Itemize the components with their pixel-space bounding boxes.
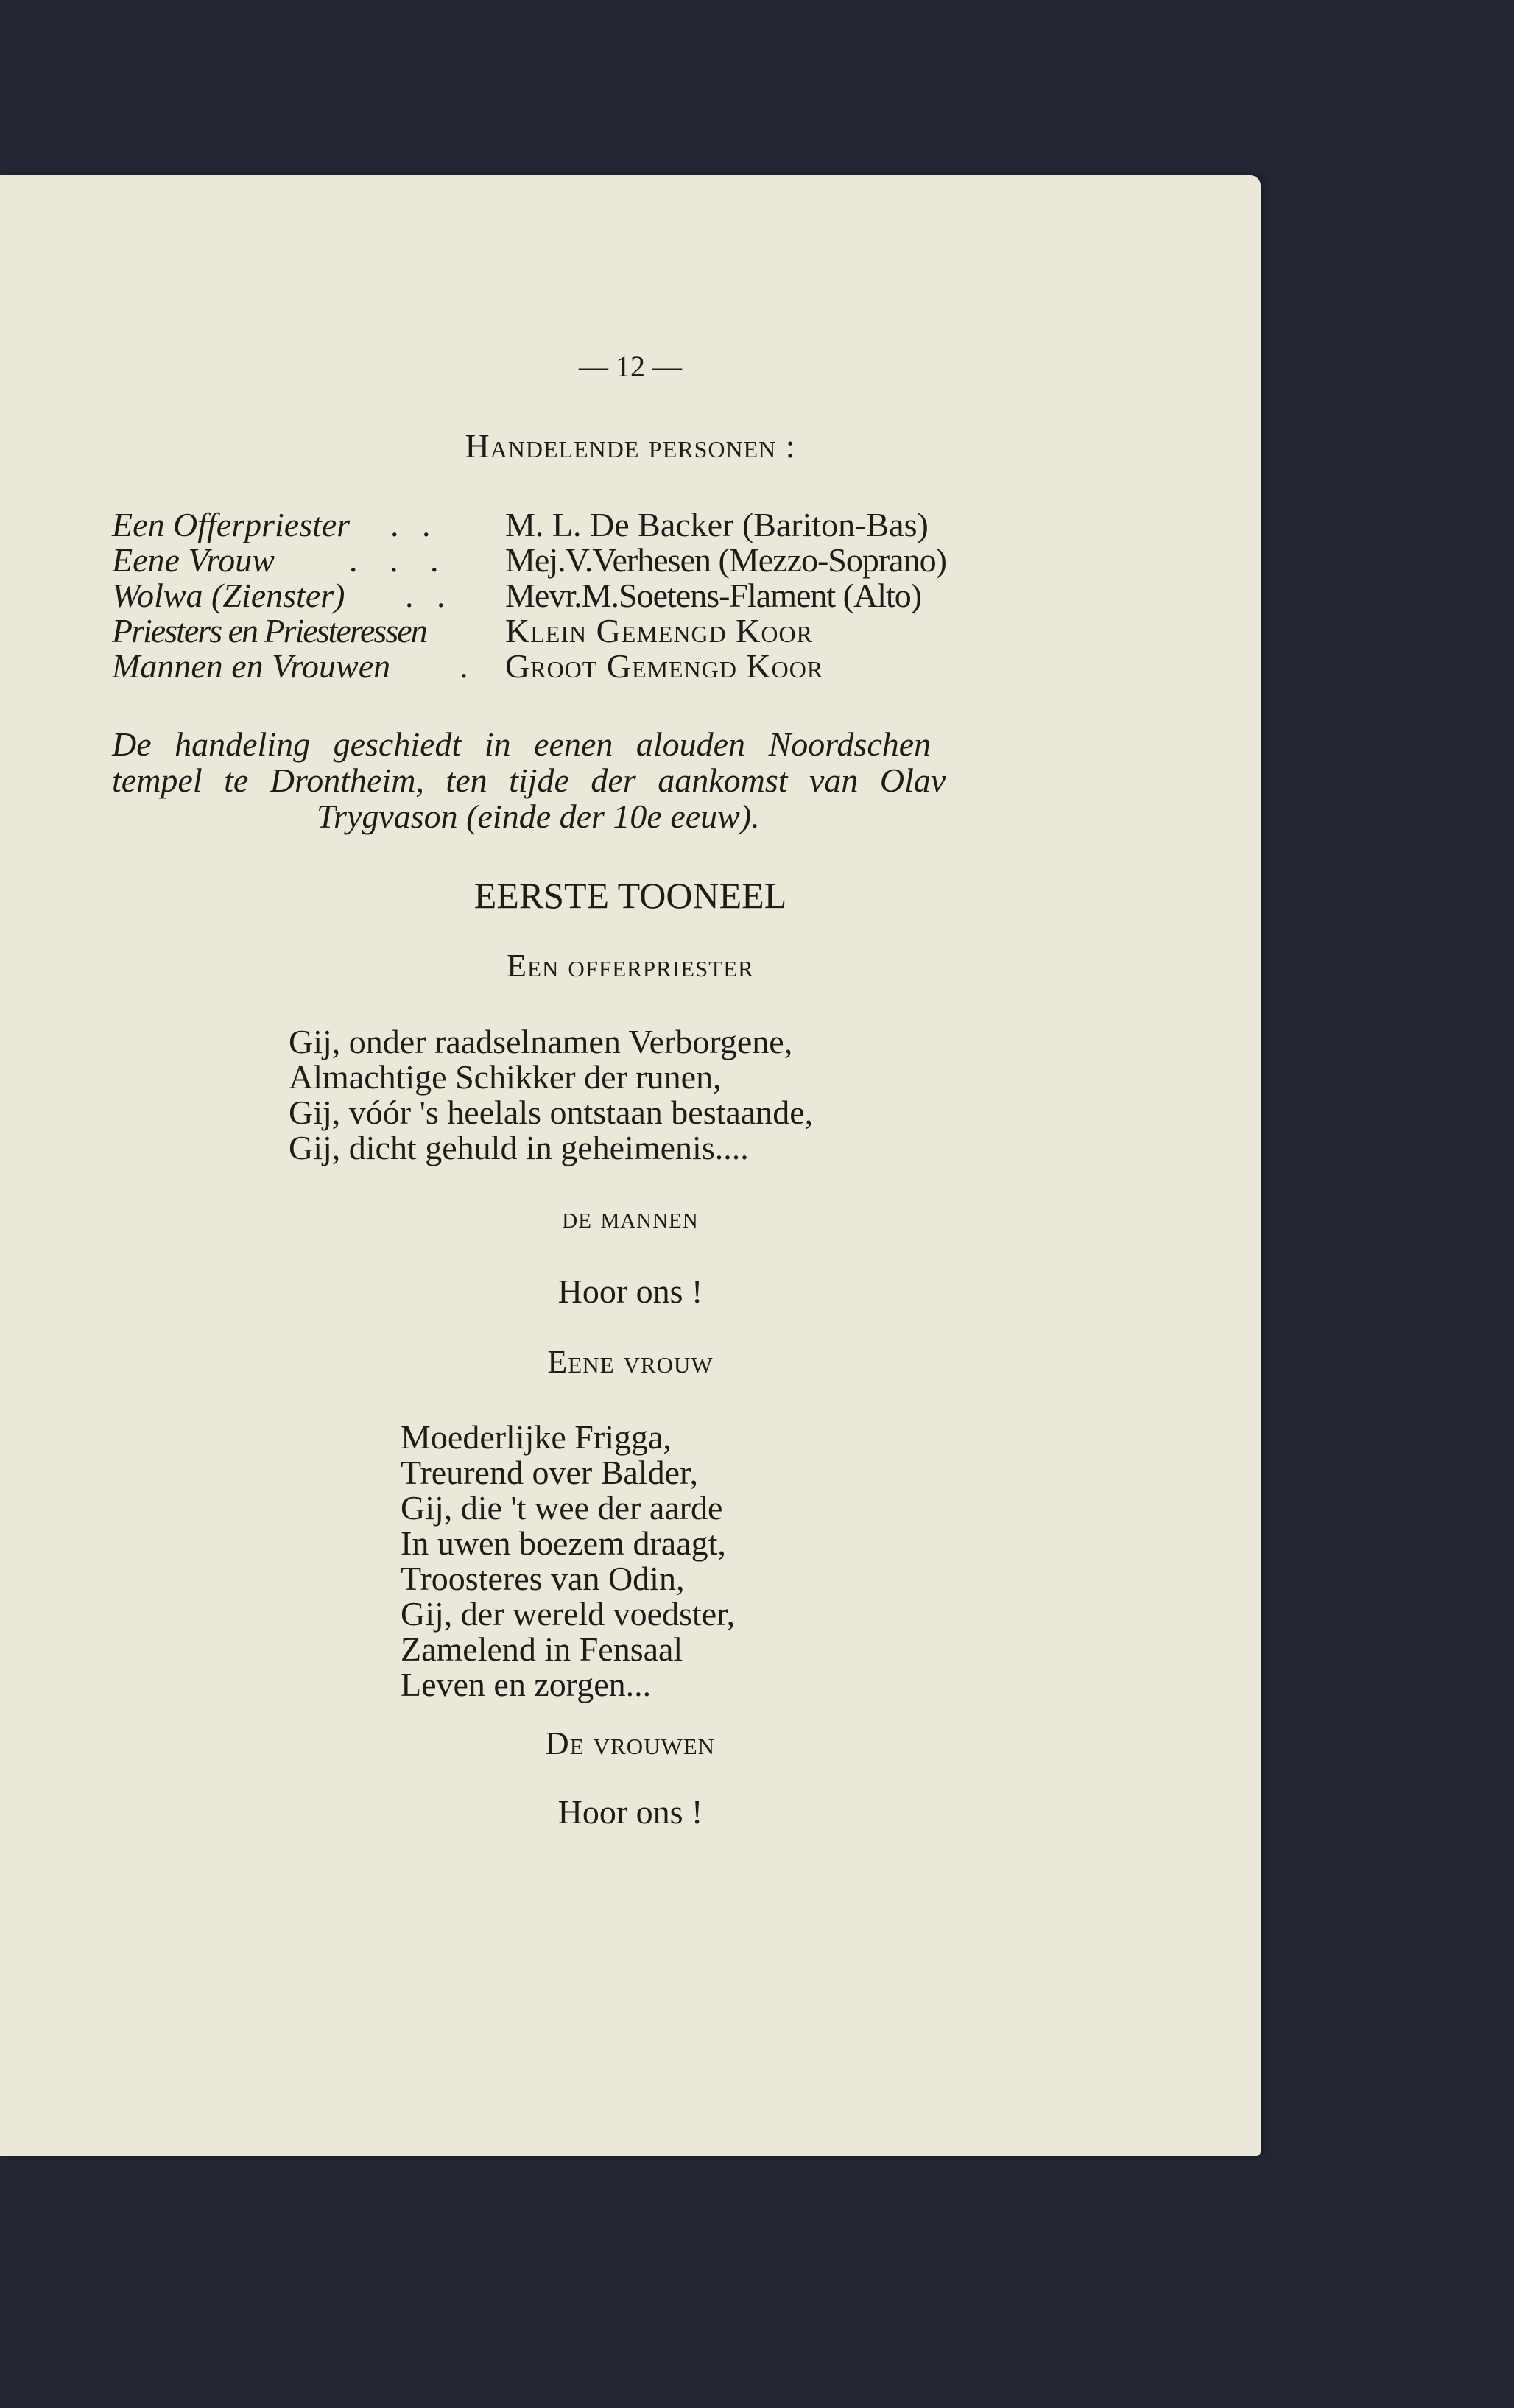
role-dots: . xyxy=(460,647,468,685)
verse-vrouw xyxy=(401,1420,735,1703)
setting-line: tempel te Drontheim, ten tijde der aankomst van Olav xyxy=(112,761,946,799)
personages-heading: Handelende personen : xyxy=(465,427,796,465)
role-performer: Klein Gemengd Koor xyxy=(505,612,813,649)
role-name: Priesters en Priesteressen xyxy=(112,612,426,649)
verse-line: Almachtige Schikker der runen, xyxy=(289,1058,722,1096)
verse-line: Treurend over Balder, xyxy=(401,1454,698,1491)
response-vrouwen: Hoor ons ! xyxy=(557,1793,703,1831)
verse-line: Zamelend in Fensaal xyxy=(401,1630,683,1668)
verse-line: Moederlijke Frigga, xyxy=(401,1418,672,1456)
verse-line: Gij, der wereld voedster, xyxy=(401,1595,736,1633)
verse-line: In uwen boezem draagt, xyxy=(401,1524,726,1562)
role-name: Mannen en Vrouwen xyxy=(112,647,391,685)
role-performer: Groot Gemengd Koor xyxy=(505,647,824,685)
book-page xyxy=(0,175,1261,2156)
verse-line: Gij, dicht gehuld in geheimenis.... xyxy=(289,1129,749,1166)
speaker-offerpriester: Een offerpriester xyxy=(507,948,754,984)
verse-line: Gij, onder raadselnamen Verborgene, xyxy=(289,1023,793,1060)
role-dots: . . xyxy=(405,577,453,614)
role-name: Wolwa (Zienster) xyxy=(112,577,345,614)
scene-title: EERSTE TOONEEL xyxy=(473,875,787,916)
speaker-eene-vrouw: Eene vrouw xyxy=(547,1344,714,1380)
verse-line: Troosteres van Odin, xyxy=(401,1560,685,1597)
verse-line: Gij, vóór 's heelals ontstaan bestaande, xyxy=(289,1094,814,1131)
page-number: — 12 — xyxy=(579,350,682,383)
role-dots: . . xyxy=(390,506,438,543)
verse-line: Leven en zorgen... xyxy=(401,1666,652,1703)
verse-offerpriester xyxy=(289,1024,813,1166)
role-performer: M. L. De Backer (Bariton-Bas) xyxy=(505,506,929,543)
role-name: Een Offerpriester xyxy=(112,506,351,543)
setting-line: Trygvason (einde der 10e eeuw). xyxy=(317,798,760,835)
role-dots: . . . xyxy=(349,541,451,579)
setting-line: De handeling geschiedt in eenen alouden Noordschen xyxy=(112,725,932,763)
role-performer: Mej.V.Verhesen (Mezzo-Soprano) xyxy=(505,541,946,579)
speaker-mannen: de mannen xyxy=(562,1201,699,1235)
role-performer: Mevr.M.Soetens-Flament (Alto) xyxy=(505,577,922,614)
verse-line: Gij, die 't wee der aarde xyxy=(401,1489,723,1527)
response-mannen: Hoor ons ! xyxy=(557,1272,703,1310)
role-name: Eene Vrouw xyxy=(112,541,275,579)
speaker-vrouwen: De vrouwen xyxy=(545,1725,716,1761)
